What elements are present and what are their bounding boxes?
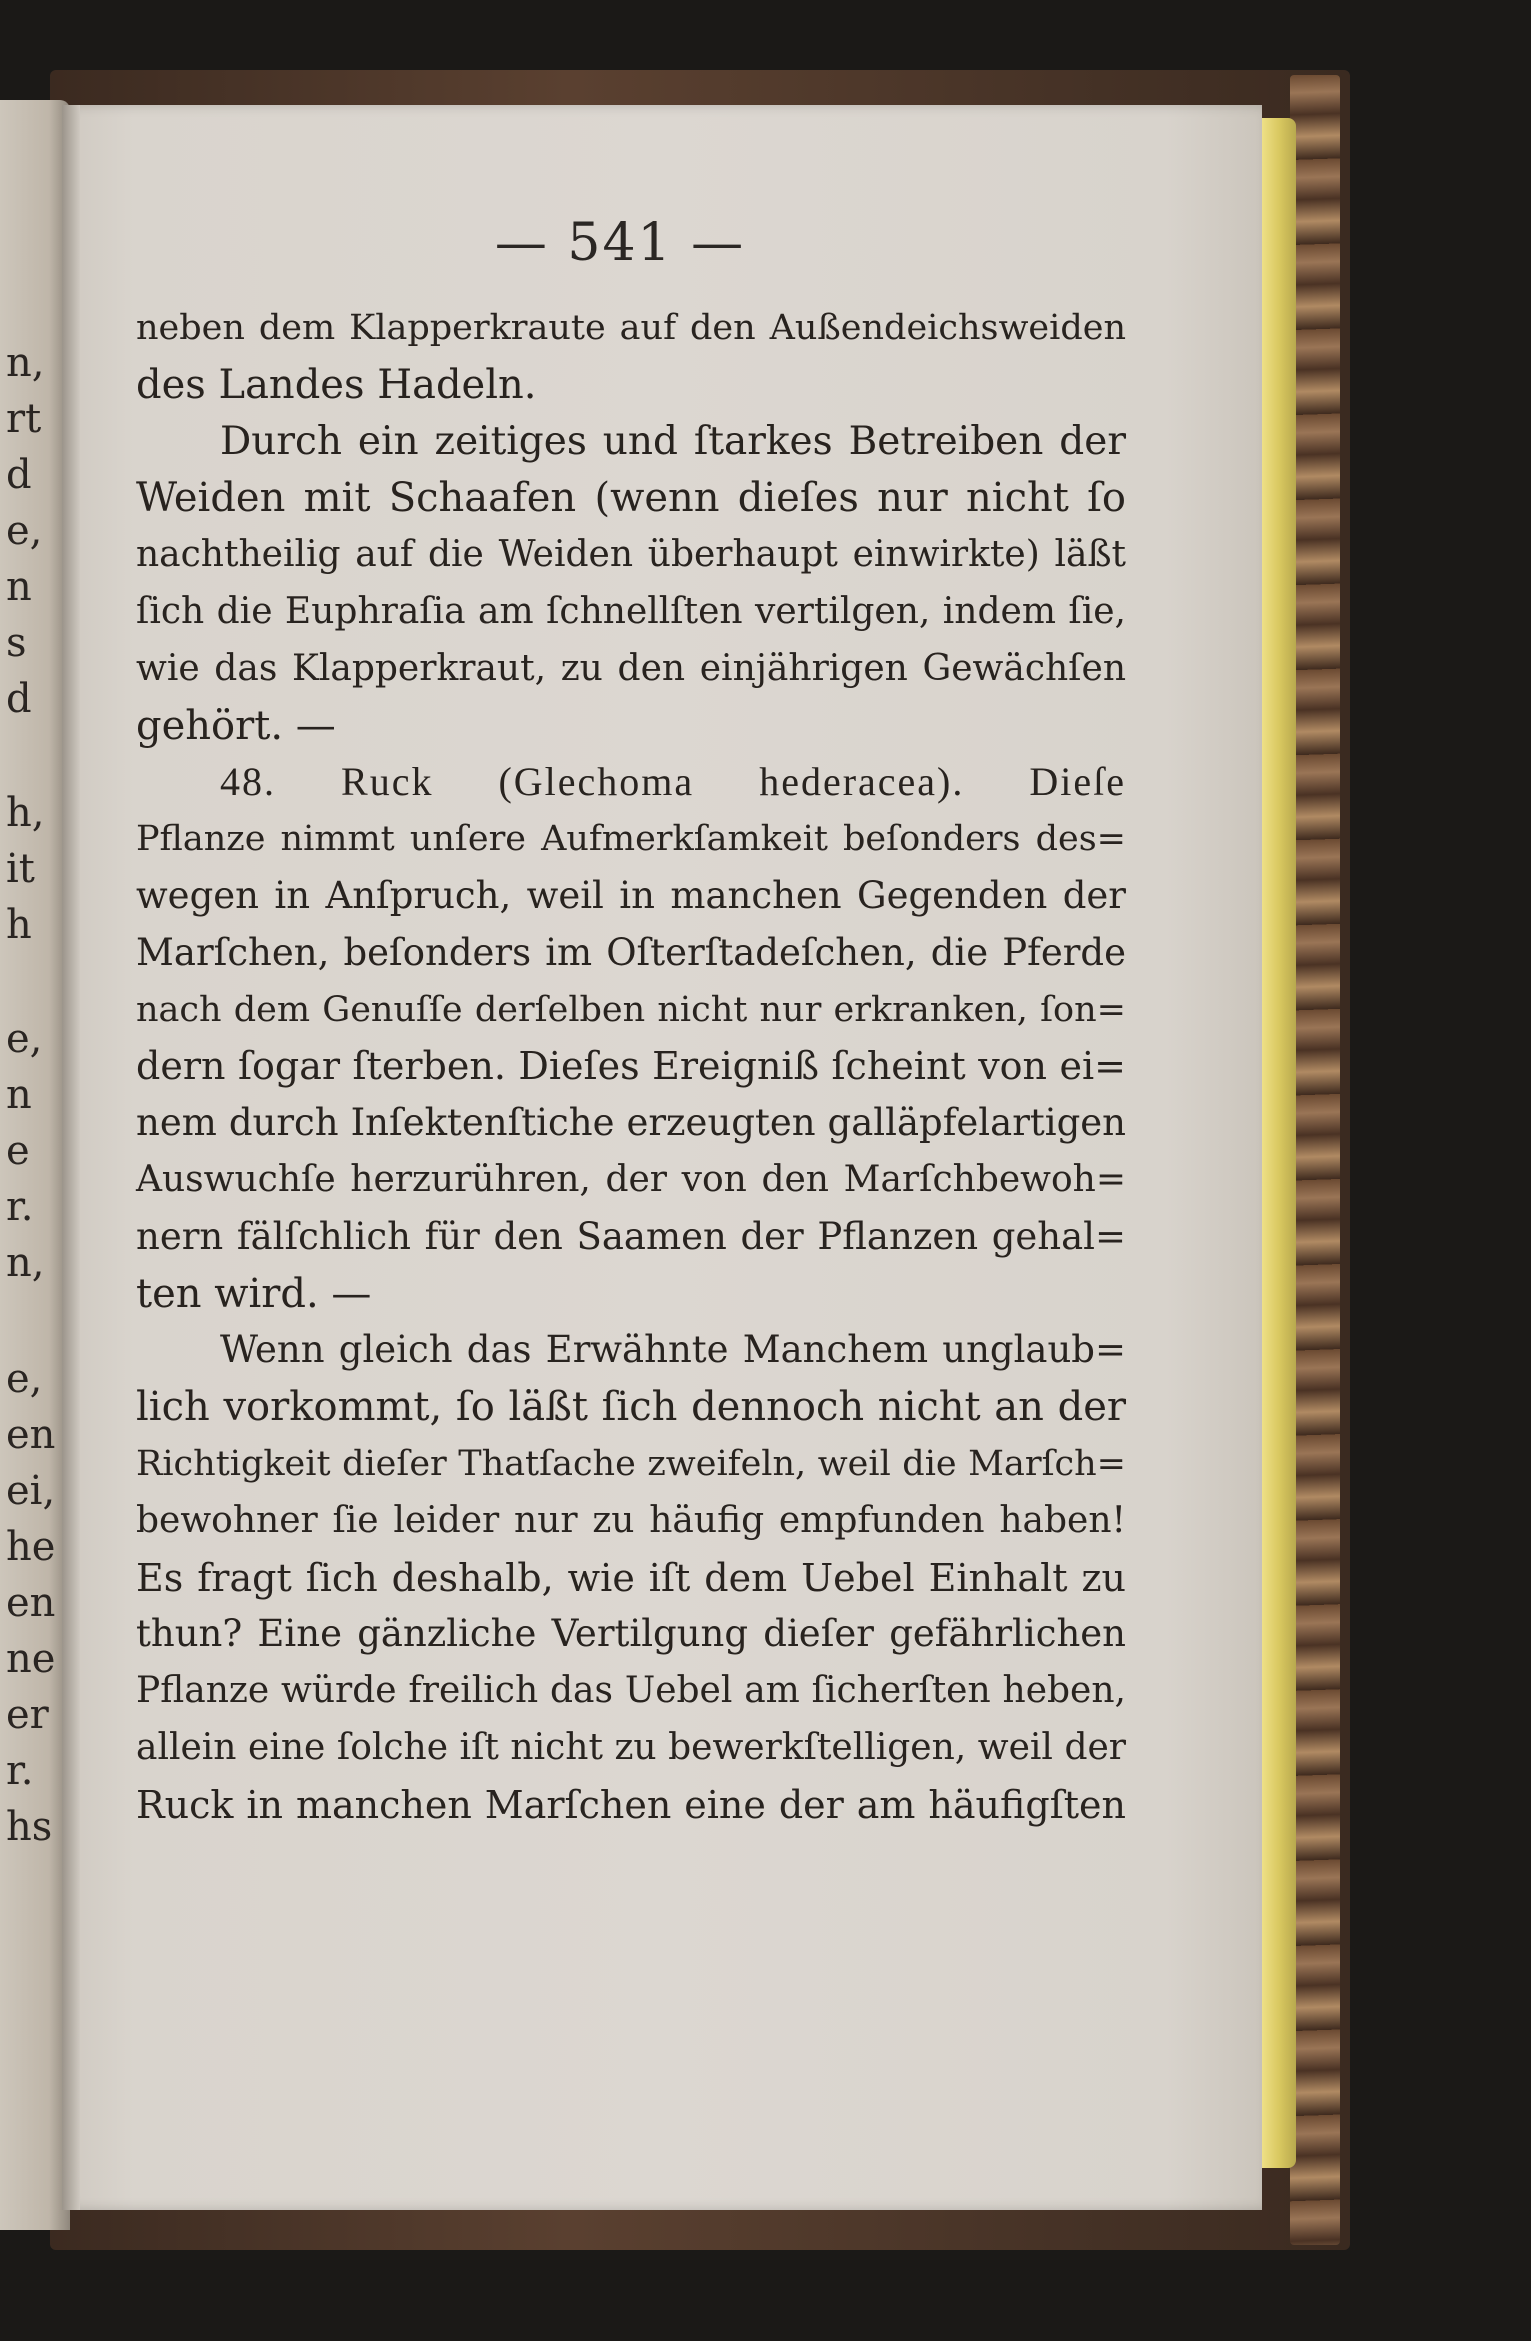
left-page-fragment: r. <box>6 1184 34 1230</box>
left-page-fragment: er <box>6 1692 49 1738</box>
text-line: Es fragt ſich deshalb, wie iſt dem Uebel Einhalt zu <box>136 1555 1126 1600</box>
marbled-cover-edge <box>1290 75 1340 2245</box>
left-page-fragment: it <box>6 846 35 892</box>
text-line: wegen in Anſpruch, weil in manchen Gegenden der <box>136 873 1126 917</box>
text-line: Weiden mit Schaafen (wenn dieſes nur nicht ſo <box>136 475 1126 522</box>
left-page-fragment: d <box>6 676 32 722</box>
left-page-fragment: en <box>6 1412 56 1458</box>
left-page-fragment: d <box>6 452 32 498</box>
left-page-fragment: e, <box>6 508 43 554</box>
page-text <box>136 300 1126 1834</box>
left-page-fragment: ei, <box>6 1468 56 1514</box>
text-line: Pflanze würde freilich das Uebel am ſicherſten heben, <box>136 1670 1126 1712</box>
left-page-fragment: r. <box>6 1748 34 1794</box>
text-line: Wenn gleich das Erwähnte Manchem unglaub= <box>220 1328 1126 1372</box>
left-page-fragment: n, <box>6 1240 45 1286</box>
left-page-fragment: n <box>6 564 32 610</box>
text-line: allein eine ſolche iſt nicht zu bewerkſtelligen, weil der <box>136 1726 1126 1768</box>
left-facing-page <box>0 100 70 2230</box>
text-line: 48. Ruck (Glechoma hederacea). Dieſe <box>220 759 1126 805</box>
text-line: Auswuchſe herzurühren, der von den Marſchbewoh= <box>136 1158 1126 1200</box>
text-line: Ruck in manchen Marſchen eine der am häufigſten <box>136 1782 1126 1827</box>
left-page-fragment: e <box>6 1128 30 1174</box>
page-number: — 541 — <box>494 213 746 273</box>
page-gutter <box>62 105 80 2210</box>
text-line: thun? Eine gänzliche Vertilgung dieſer gefährlichen <box>136 1612 1126 1656</box>
text-line: ten wird. — <box>136 1270 372 1317</box>
text-line: ſich die Euphraſia am ſchnellſten vertilgen, indem ſie, <box>136 590 1126 632</box>
text-line: wie das Klapperkraut, zu den einjährigen Gewächſen <box>136 647 1126 689</box>
left-page-fragment: n <box>6 1072 32 1118</box>
left-page-fragment: rt <box>6 396 42 442</box>
left-page-fragment: hs <box>6 1804 53 1850</box>
text-line: Marſchen, beſonders im Oſterſtadeſchen, die Pferde <box>136 930 1126 974</box>
left-page-fragment: e, <box>6 1356 43 1402</box>
text-line: nem durch Inſektenſtiche erzeugten galläpfelartigen <box>136 1101 1126 1145</box>
text-line: Durch ein zeitiges und ſtarkes Betreiben der <box>220 418 1126 464</box>
text-line: bewohner ſie leider nur zu häufig empfunden haben! <box>136 1499 1126 1541</box>
text-line: dern ſogar ſterben. Dieſes Ereigniß ſcheint von ei= <box>136 1044 1126 1089</box>
text-line: nachtheilig auf die Weiden überhaupt einwirkte) läßt <box>136 534 1126 576</box>
left-page-fragment: he <box>6 1524 56 1570</box>
text-line: Richtigkeit dieſer Thatſache zweifeln, weil die Marſch= <box>136 1443 1126 1484</box>
left-page-fragment: n, <box>6 340 45 386</box>
left-page-fragment: en <box>6 1580 56 1626</box>
text-line: nach dem Genuſſe derſelben nicht nur erkranken, ſon= <box>136 989 1126 1030</box>
left-page-fragment: e, <box>6 1016 43 1062</box>
text-line: gehört. — <box>136 702 336 749</box>
text-line: des Landes Hadeln. <box>136 361 537 408</box>
text-line: lich vorkommt, ſo läßt ſich dennoch nicht an der <box>136 1384 1126 1431</box>
text-line: neben dem Klapperkraute auf den Außendeichsweiden <box>136 308 1126 348</box>
text-line: Pflanze nimmt unſere Aufmerkſamkeit beſonders des= <box>136 819 1126 860</box>
left-page-fragment: s <box>6 620 27 666</box>
left-page-fragment: h <box>6 902 32 948</box>
left-page-fragment: ne <box>6 1636 56 1682</box>
left-page-fragment: h, <box>6 790 45 836</box>
text-line: nern fälſchlich für den Saamen der Pflanzen gehal= <box>136 1214 1126 1258</box>
